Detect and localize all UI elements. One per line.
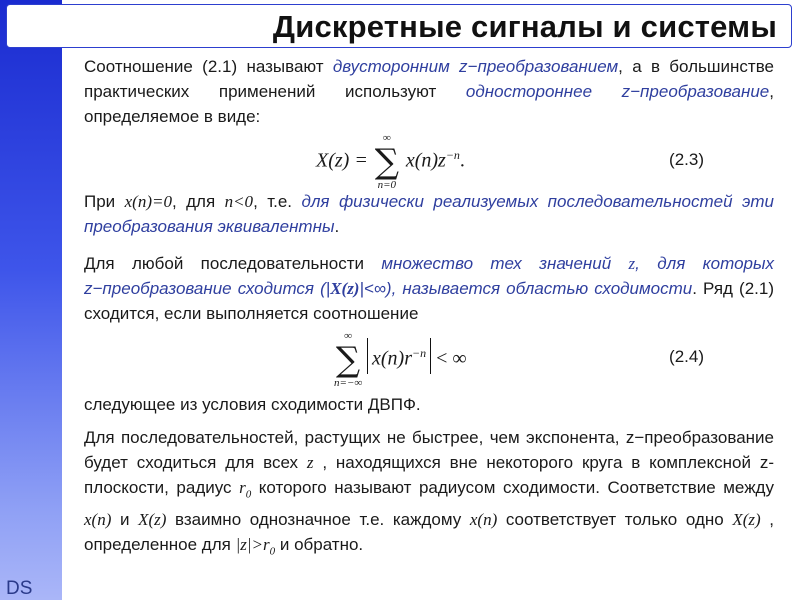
absolute-value <box>367 338 431 374</box>
sum-upper-limit: ∞ <box>344 330 352 343</box>
text: Соотношение (2.1) называют <box>84 57 333 76</box>
formula-end: . <box>459 149 465 172</box>
text: и обратно. <box>275 535 364 555</box>
formula-body: x(n)r <box>372 347 412 370</box>
highlight-set: множество тех значений <box>381 254 629 273</box>
sum-lower-limit: n=0 <box>377 179 397 192</box>
text: следующее из условия сходимости ДВПФ. <box>84 395 421 414</box>
formula-2-3 <box>84 129 774 192</box>
text: , а в большинстве практических применений используют <box>84 57 774 101</box>
math-inline: X(z) <box>732 510 761 530</box>
equation-number: (2.3) <box>669 150 704 169</box>
formula-rhs: < ∞ <box>436 347 467 370</box>
math-inline: |z|>r <box>235 535 270 555</box>
math-inline: z <box>306 453 314 472</box>
paragraph-dtft-condition <box>84 392 774 417</box>
math-inline: n<0 <box>224 192 254 211</box>
math-inline: x(n)=0 <box>124 192 172 211</box>
text: , находящихся вне некоторого круга в комплексной z-плоскости, радиус <box>84 453 774 497</box>
text: которого называют радиусом сходимости. Соответствие между <box>251 478 774 497</box>
math-inline: X(z) <box>330 279 360 298</box>
formula-lhs: X(z) = <box>316 149 368 172</box>
math-inline: r <box>239 478 246 497</box>
math-inline: x(n) <box>84 510 112 530</box>
text: . <box>334 217 340 236</box>
math-inline: z <box>628 254 636 273</box>
sum-symbol: ∑ ∞ n=−∞ <box>334 330 363 390</box>
brand-mark: DS <box>6 578 33 599</box>
sum-upper-limit: ∞ <box>382 132 391 145</box>
formula-exponent: −n <box>445 148 460 162</box>
term-bilateral-z-transform: двусторонним z−преобразованием <box>332 57 619 76</box>
math-subscript: 0 <box>245 488 252 501</box>
left-accent-bar <box>0 0 62 600</box>
text: . Ряд (2.1) сходится, если выполняется соотношение <box>84 279 775 323</box>
equation-number: (2.4) <box>669 347 704 366</box>
paragraph-radius <box>84 425 774 565</box>
text: , для <box>171 192 225 211</box>
term-unilateral-z-transform: одностороннее z−преобразование <box>465 82 770 101</box>
text: , т.е. <box>253 192 302 211</box>
text: При <box>84 192 125 211</box>
sum-lower-limit: n=−∞ <box>334 377 363 390</box>
text: , определяемое в виде: <box>84 82 774 126</box>
formula-exponent: −n <box>411 346 427 360</box>
highlight-equivalence: для физически реализуемых последовательностей эти преобразования эквивалентны <box>84 192 774 236</box>
text: Для последовательностей, растущих не быстрее, чем экспонента, z−преобразование будет сходиться для всех <box>84 428 774 472</box>
slide-title: Дискретные сигналы и системы <box>272 9 777 44</box>
math-inline: x(n) <box>469 510 498 530</box>
text: соответствует только одно <box>497 510 733 530</box>
highlight-region-of-convergence: |<∞), называется областью сходимости <box>359 279 693 298</box>
paragraph-convergence-region <box>84 251 774 326</box>
paragraph-equivalence <box>84 189 774 239</box>
math-inline: X(z) <box>138 510 167 530</box>
text: , определенное для <box>84 510 774 555</box>
paragraph-definition <box>84 54 774 129</box>
sum-symbol: ∑ ∞ n=0 <box>374 132 399 192</box>
title-frame <box>6 4 792 48</box>
formula-body: x(n)z <box>405 149 446 172</box>
math-subscript: 0 <box>269 545 276 558</box>
text: Для любой последовательности <box>84 254 382 273</box>
formula-2-4 <box>84 326 774 388</box>
slide-content <box>84 54 774 565</box>
text: и <box>111 510 139 530</box>
highlight-set: , для которых z−преобразование сходится (| <box>84 254 774 298</box>
text: взаимно однозначное т.е. каждому <box>166 510 470 530</box>
